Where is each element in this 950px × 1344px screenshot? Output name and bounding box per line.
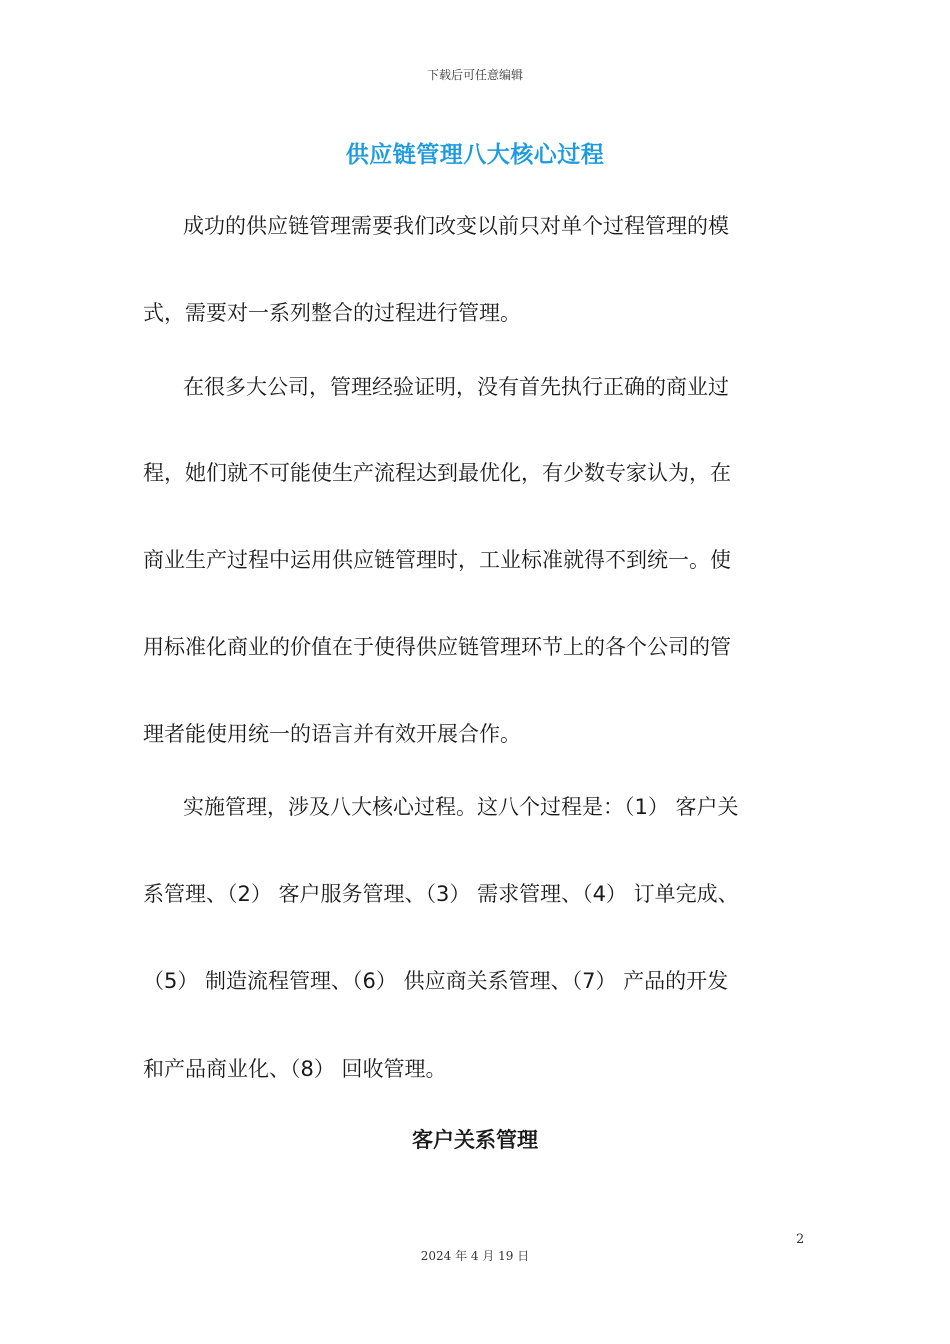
section-heading: 客户关系管理 — [412, 1128, 538, 1152]
document-title: 供应链管理八大核心过程 — [345, 142, 605, 168]
paragraph-2-line-3: 商业生产过程中运用供应链管理时，工业标准就得不到统一。使 — [143, 548, 731, 572]
paragraph-2-line-1: 在很多大公司，管理经验证明，没有首先执行正确的商业过 — [183, 375, 729, 399]
page-number: 2 — [796, 1232, 805, 1247]
paragraph-3-line-4: 和产品商业化、（8） 回收管理。 — [143, 1057, 447, 1081]
paragraph-1-line-2: 式，需要对一系列整合的过程进行管理。 — [143, 301, 521, 325]
paragraph-2-line-2: 程，她们就不可能使生产流程达到最优化，有少数专家认为，在 — [143, 461, 731, 485]
paragraph-2-line-4: 用标准化商业的价值在于使得供应链管理环节上的各个公司的管 — [143, 635, 731, 659]
paragraph-1-line-1: 成功的供应链管理需要我们改变以前只对单个过程管理的模 — [183, 214, 729, 238]
paragraph-3-line-2: 系管理、（2） 客户服务管理、（3） 需求管理、（4） 订单完成、 — [143, 882, 739, 906]
paragraph-3-line-3: （5） 制造流程管理、（6） 供应商关系管理、（7） 产品的开发 — [143, 969, 729, 993]
page-header: 下载后可任意编辑 — [426, 68, 523, 82]
paragraph-3-line-1: 实施管理，涉及八大核心过程。这八个过程是：（1） 客户关 — [183, 795, 739, 819]
page-footer-date: 2024 年 4 月 19 日 — [420, 1249, 530, 1263]
paragraph-2-line-5: 理者能使用统一的语言并有效开展合作。 — [143, 722, 521, 746]
